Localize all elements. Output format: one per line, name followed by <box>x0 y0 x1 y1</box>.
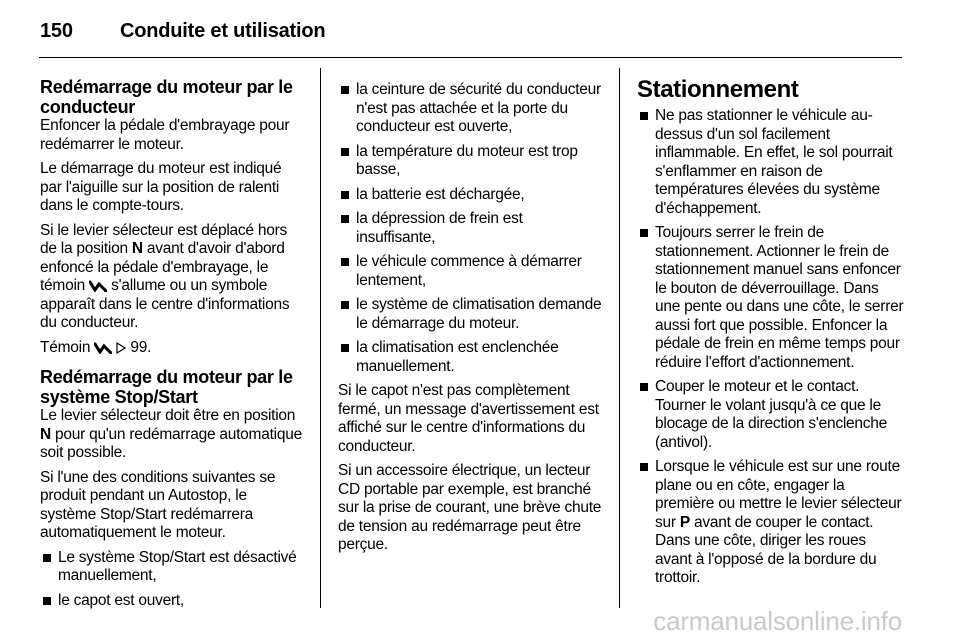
heading-restart-driver: Redémarrage du moteur par le conducteur <box>40 77 293 117</box>
list-item: la dépression de frein est insuffisante, <box>338 210 603 247</box>
stop-start-icon <box>94 342 112 354</box>
column-3 <box>637 77 905 594</box>
paragraph: Si l'une des conditions suivantes se produit pendant un Autostop, le système Stop/Start redémarrera automatiquement le moteur. <box>40 468 276 541</box>
paragraph: Le levier sélecteur doit être en position N pour qu'un redémarrage automatique soit possible. <box>40 407 302 461</box>
heading-restart-system: Redémarrage du moteur par le système Stop/Start <box>40 367 293 407</box>
list-item: Le système Stop/Start est désactivé manuellement, <box>40 549 305 586</box>
list-item: la température du moteur est trop basse, <box>338 143 603 180</box>
list-item: le capot est ouvert, <box>40 592 305 611</box>
list-item: Couper le moteur et le contact. Tourner le volant jusqu'à ce que le blocage de la direction s'enclenche (antivol). <box>637 378 905 452</box>
page-header <box>40 20 325 43</box>
header-rule <box>39 57 902 58</box>
list-item: le système de climatisation demande le démarrage du moteur. <box>338 296 603 333</box>
paragraph: Si le levier sélecteur est déplacé hors de la position N avant d'avoir d'abord enfoncé la pédale d'embrayage, le témoin s'allume ou un symbole apparaît dans le centre d'informations du conducteur. <box>40 221 290 331</box>
bullet-icon <box>43 597 51 605</box>
paragraph: Le démarrage du moteur est indiqué par l'aiguille sur la position de ralenti dans le compte-tours. <box>40 160 282 214</box>
bullet-icon <box>341 258 349 266</box>
column-divider-2 <box>619 68 620 608</box>
paragraph: Si le capot n'est pas complètement fermé, un message d'avertissement est affiché sur le centre d'informations du conducteur. <box>338 382 599 455</box>
bullet-icon <box>341 86 349 94</box>
list-item: la batterie est déchargée, <box>338 186 603 205</box>
bullet-icon <box>341 191 349 199</box>
list-item: Lorsque le véhicule est sur une route plane ou en côte, engager la première ou mettre le levier sélecteur sur P avant de couper le contact. Dans une côte, diriger les roues avant à l'opposé de la bordure du trottoir. <box>637 458 905 588</box>
watermark: carmanualsonline.info <box>653 606 902 636</box>
column-1 <box>40 77 305 616</box>
bullet-icon <box>640 383 648 391</box>
bullet-icon <box>341 148 349 156</box>
list-item: la ceinture de sécurité du conducteur n'est pas attachée et la porte du conducteur est ouverte, <box>338 81 603 137</box>
list-item: la climatisation est enclenchée manuellement. <box>338 339 603 376</box>
column-2 <box>338 81 603 561</box>
stop-start-icon <box>89 280 107 292</box>
list-item: Toujours serrer le frein de stationnement. Actionner le frein de stationnement manuel sans enfoncer le bouton de déverrouillage. Dans une pente ou dans une côte, le serrer aussi fort que possible. Enfoncer la pédale de frein en même temps pour réduire l'effort d'actionnement. <box>637 224 905 372</box>
bullet-icon <box>640 229 648 237</box>
bullet-icon <box>43 554 51 562</box>
list-item: Ne pas stationner le véhicule au-dessus d'un sol facilement inflammable. En effet, le sol pourrait s'enflammer en raison de températures élevées du système d'échappement. <box>637 107 905 218</box>
paragraph: Enfoncer la pédale d'embrayage pour redémarrer le moteur. <box>40 117 290 153</box>
bullet-icon <box>640 463 648 471</box>
section-title: Conduite et utilisation <box>120 20 326 42</box>
paragraph-temoin: Témoin 99. <box>40 338 152 356</box>
list-item: le véhicule commence à démarrer lentement, <box>338 253 603 290</box>
reference-arrow-icon <box>116 342 126 354</box>
bullet-icon <box>341 215 349 223</box>
page-number: 150 <box>40 20 73 42</box>
heading-stationnement: Stationnement <box>637 76 799 103</box>
bullet-icon <box>341 344 349 352</box>
bullet-icon <box>341 301 349 309</box>
paragraph: Si un accessoire électrique, un lecteur CD portable par exemple, est branché sur la prise de courant, une brève chute de tension au redémarrage peut être perçue. <box>338 462 602 553</box>
column-divider-1 <box>320 68 321 608</box>
bullet-icon <box>640 112 648 120</box>
